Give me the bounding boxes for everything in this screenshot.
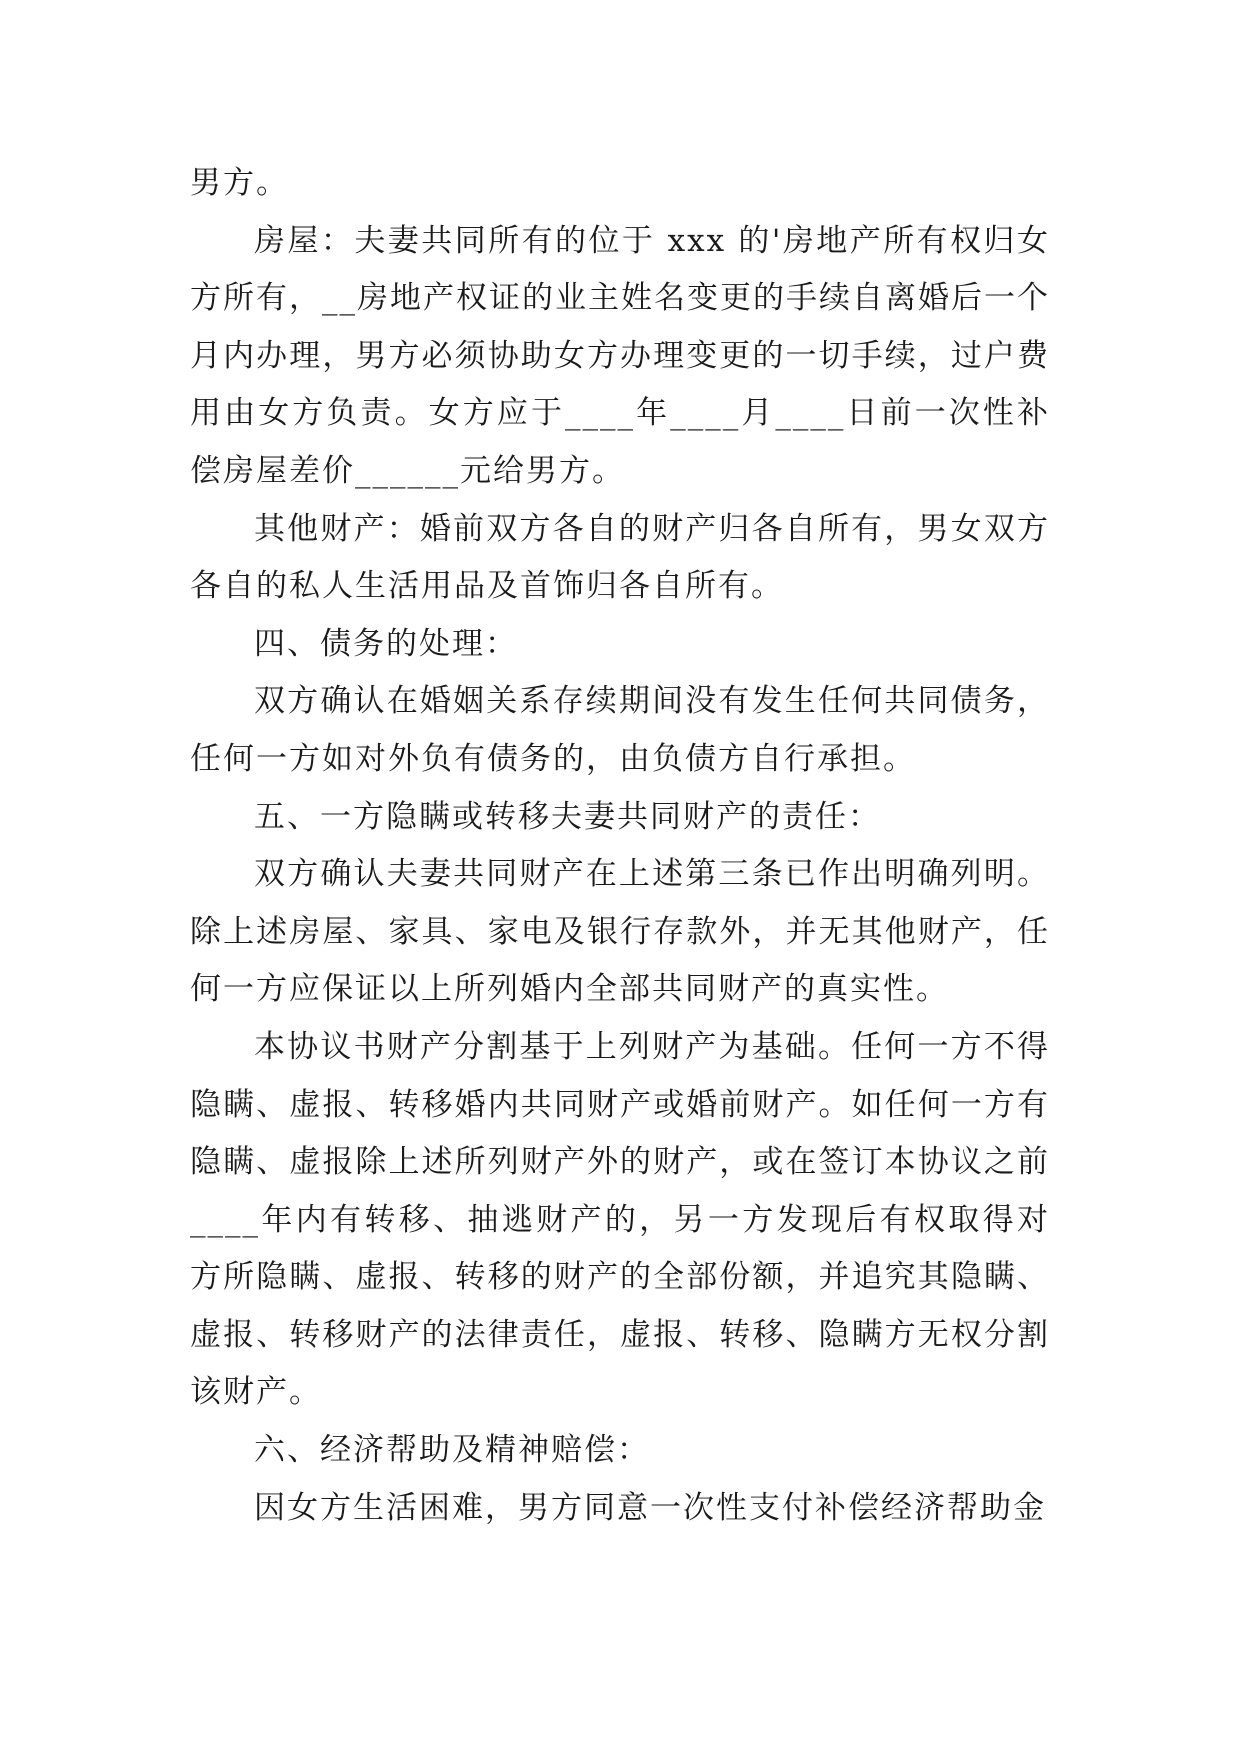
paragraph-property-confirmation: 双方确认夫妻共同财产在上述第三条已作出明确列明。除上述房屋、家具、家电及银行存款外，并无其他财产，任何一方应保证以上所列婚内全部共同财产的真实性。 [190,856,1050,1008]
section-heading-concealment: 五、一方隐瞒或转移夫妻共同财产的责任： [254,798,881,835]
section-heading-debts: 四、债务的处理： [254,625,518,662]
paragraph-compensation: 因女方生活困难，男方同意一次性支付补偿经济帮助金 [254,1489,1046,1526]
paragraph-other-property: 其他财产：婚前双方各自的财产归各自所有，男女双方各自的私人生活用品及首饰归各自所有。 [190,510,1050,605]
document-body [190,155,1050,1537]
paragraph-debts: 双方确认在婚姻关系存续期间没有发生任何共同债务，任何一方如对外负有债务的，由负债方自行承担。 [190,683,1050,777]
paragraph-continuation: 男方。 [190,165,289,201]
paragraph-concealment-liability: 本协议书财产分割基于上列财产为基础。任何一方不得隐瞒、虚报、转移婚内共同财产或婚前财产。如任何一方有隐瞒、虚报除上述所列财产外的财产，或在签订本协议之前____年内有转移、抽逃财产的，另一方发现后有权取得对方所隐瞒、虚报、转移的财产的全部份额，并追究其隐瞒、虚报、转移财产的法律责任，虚报、转移、隐瞒方无权分割该财产。 [190,1028,1050,1411]
paragraph-house: 房屋：夫妻共同所有的位于 xxx 的'房地产所有权归女方所有，__房地产权证的业主姓名变更的手续自离婚后一个月内办理，男方必须协助女方办理变更的一切手续，过户费用由女方负责。女方应于____年____月____日前一次性补偿房屋差价______元给男方。 [190,222,1050,489]
section-heading-compensation: 六、经济帮助及精神赔偿： [254,1432,650,1469]
